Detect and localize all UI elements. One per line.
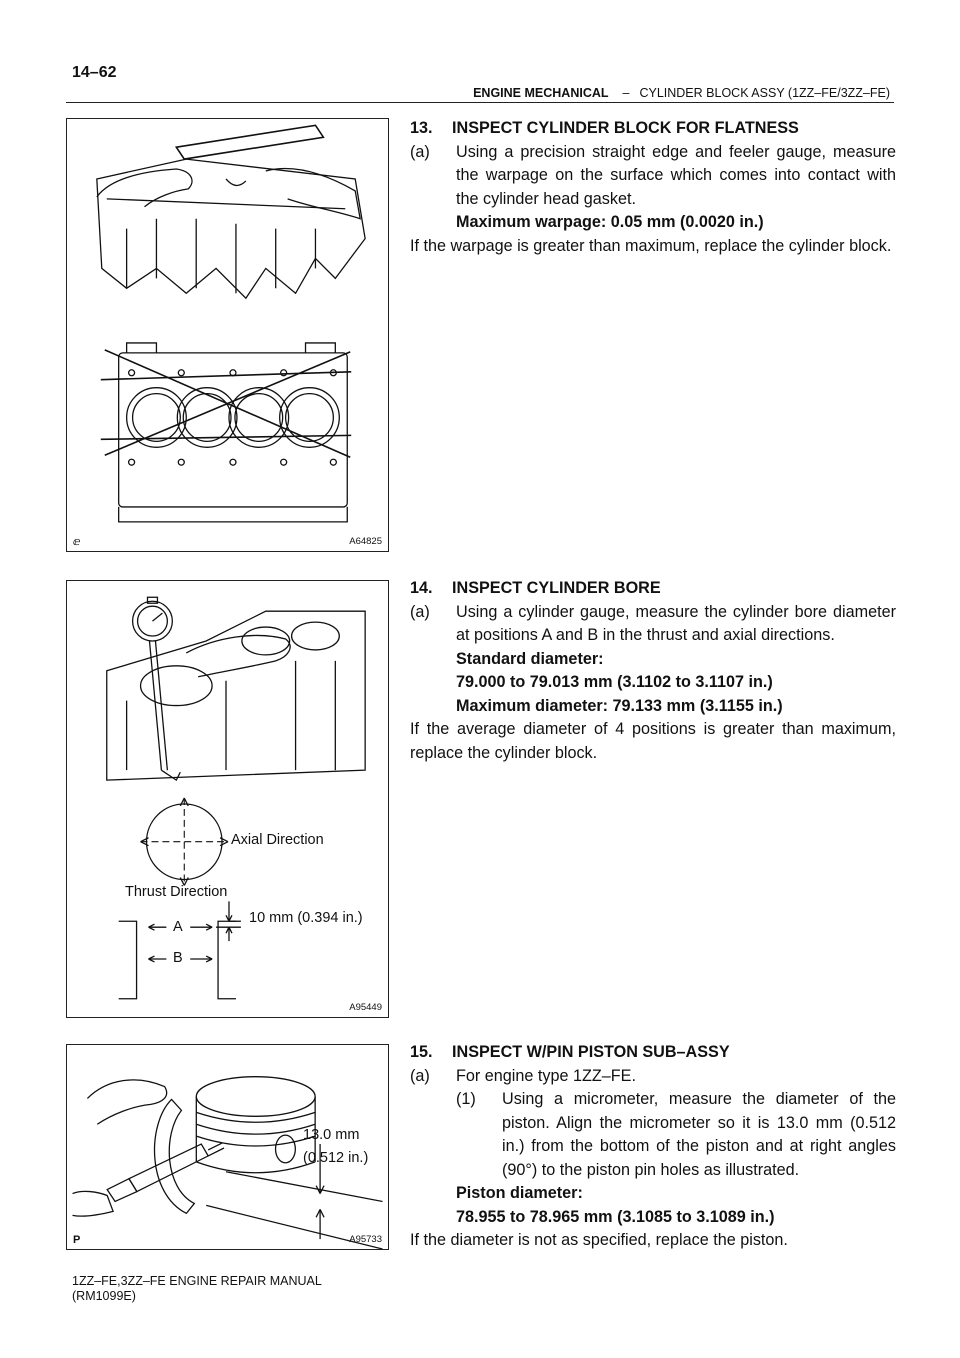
label-position-a: A [173,919,183,935]
step [410,601,896,648]
section-13 [410,117,896,258]
label-position-b: B [173,950,183,966]
figure-bore-illustration [66,580,389,1018]
page-number: 14–62 [72,64,117,81]
header-title: CYLINDER BLOCK ASSY (1ZZ–FE/3ZZ–FE) [639,86,890,100]
spec-standard-value: 79.000 to 79.013 mm (3.1102 to 3.1107 in.) [456,673,773,691]
figure-mark: P [73,1234,81,1246]
spec-max-warpage: Maximum warpage: 0.05 mm (0.0020 in.) [456,213,764,231]
section-14 [410,577,896,765]
section-note: If the diameter is not as specified, replace the piston. [410,1231,788,1249]
figure-code: A95449 [349,1002,382,1013]
step-text: Using a cylinder gauge, measure the cylinder bore diameter at positions A and B in the thrust and axial directions. [456,602,896,644]
footer [72,1274,322,1304]
header-dash: – [622,86,630,100]
spec-piston-value: 78.955 to 78.965 mm (3.1085 to 3.1089 in.) [456,1207,775,1226]
section-title: INSPECT W/PIN PISTON SUB–ASSY [452,1043,730,1061]
section-note: If the warpage is greater than maximum, replace the cylinder block. [410,236,892,255]
step [410,141,896,212]
substep-label: (1) [456,1090,476,1108]
step [410,1065,896,1089]
section-number: 13. [410,119,433,137]
substep-text: Using a micrometer, measure the diameter of the piston. Align the micrometer so it is 13.0 mm (0.512 in.) from the bottom of the piston and at right angles (90°) to the piston pin holes as illustrated. [502,1090,896,1179]
step-label: (a) [410,602,430,621]
footer-manual-title: 1ZZ–FE,3ZZ–FE ENGINE REPAIR MANUAL [72,1274,322,1288]
figure-piston-illustration [66,1044,389,1250]
section-heading [410,117,896,141]
label-axial-direction: Axial Direction [231,832,324,848]
section-title: INSPECT CYLINDER BORE [452,579,661,597]
running-header [0,86,890,100]
section-heading [410,1041,896,1065]
flatness-drawing [67,119,388,551]
figure-mark: ⅇ [73,536,81,548]
section-number: 15. [410,1043,433,1061]
label-thrust-direction: Thrust Direction [125,884,228,900]
header-section: ENGINE MECHANICAL [473,86,609,100]
figure-code: A64825 [349,536,382,547]
step-text: Using a precision straight edge and feeler gauge, measure the warpage on the surface which comes into contact with the cylinder head gasket. [456,142,896,208]
substep [410,1088,896,1182]
spec-standard-label: Standard diameter: [456,649,604,668]
step-label: (a) [410,142,430,161]
piston-drawing [67,1045,388,1249]
section-number: 14. [410,579,433,597]
section-15 [410,1041,896,1253]
footer-manual-code: (RM1099E) [72,1289,136,1303]
step-text: For engine type 1ZZ–FE. [456,1066,636,1085]
label-dimension-in: (0.512 in.) [303,1150,369,1166]
section-heading [410,577,896,601]
section-title: INSPECT CYLINDER BLOCK FOR FLATNESS [452,119,799,137]
bore-drawing [67,581,388,1017]
figure-flatness-illustration [66,118,389,552]
section-note: If the average diameter of 4 positions is greater than maximum, replace the cylinder block. [410,720,896,762]
step-label: (a) [410,1066,430,1085]
spec-max-diameter: Maximum diameter: 79.133 mm (3.1155 in.) [456,696,783,715]
spec-piston-label: Piston diameter: [456,1184,583,1202]
label-dimension-mm: 13.0 mm [303,1127,360,1143]
figure-code: A95733 [349,1234,382,1245]
label-offset-10mm: 10 mm (0.394 in.) [249,910,363,926]
header-rule [66,102,894,103]
